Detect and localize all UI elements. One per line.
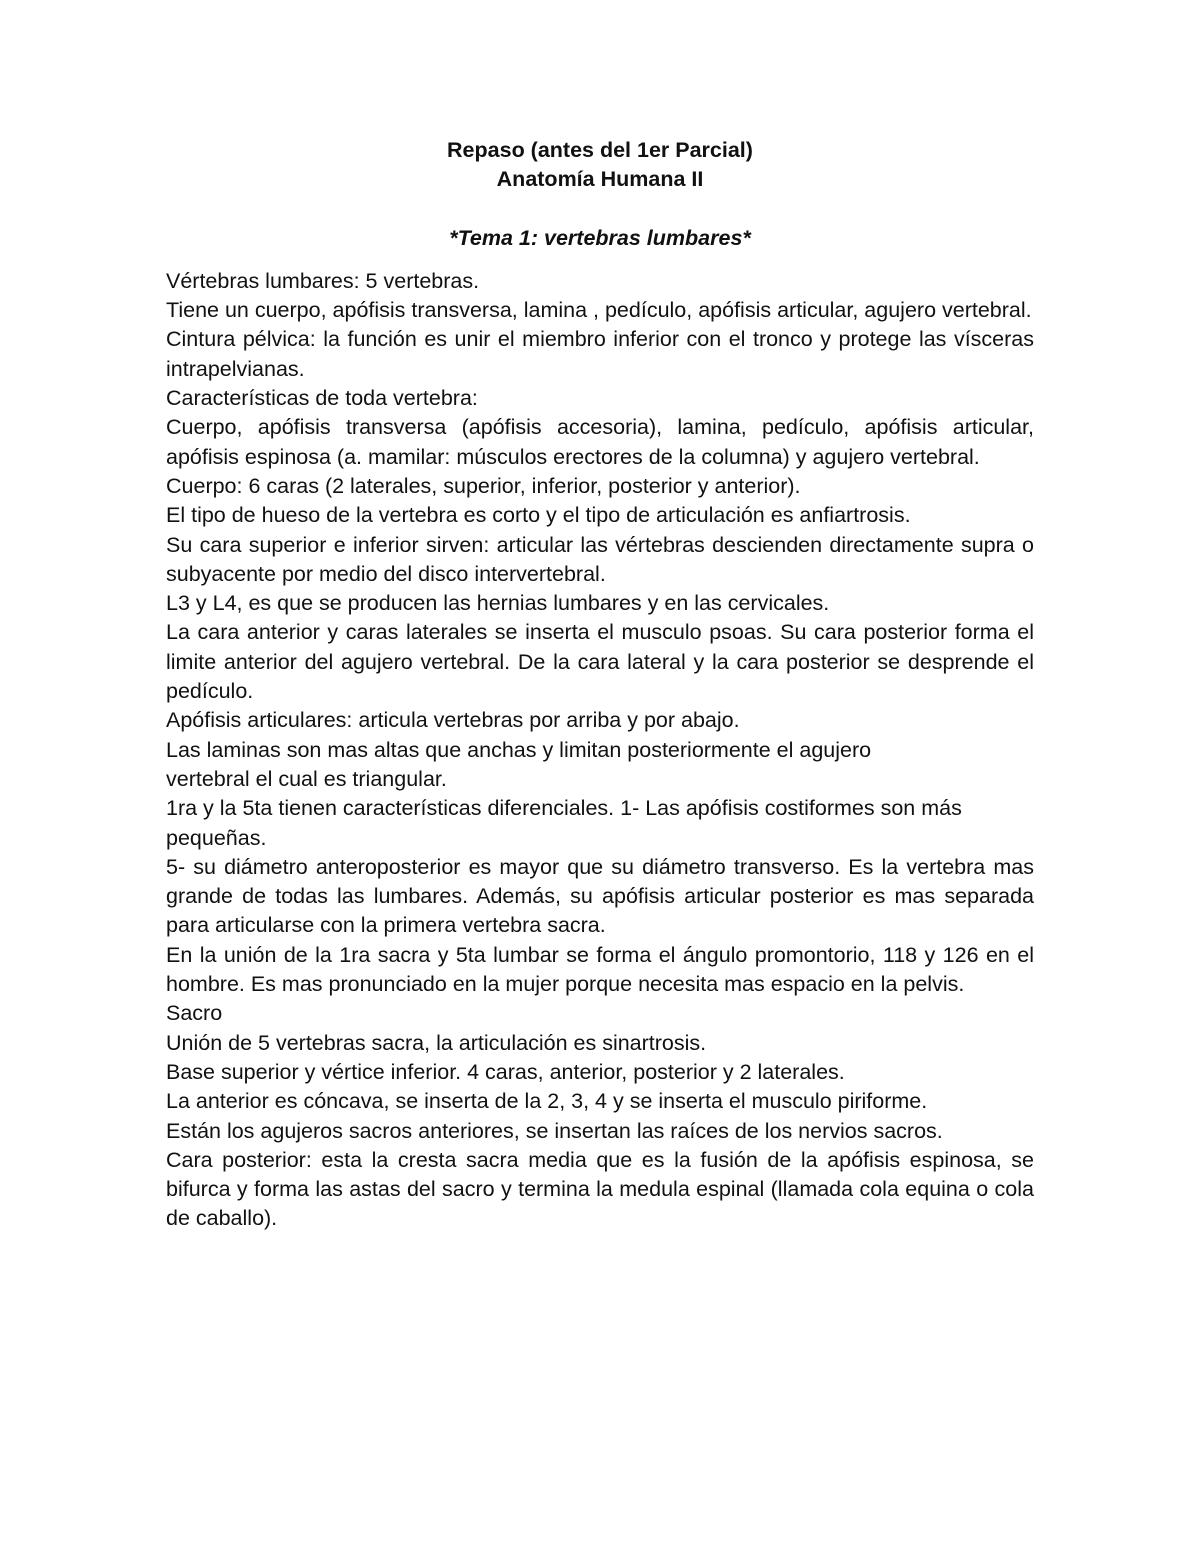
paragraph-sacrum-anterior: La anterior es cóncava, se inserta de la 2, 3, 4 y se inserta el musculo piriforme. [166, 1089, 928, 1114]
paragraph-psoas: La cara anterior y caras laterales se inserta el musculo psoas. Su cara posterior forma el limite anterior del agujero vertebral. De la cara lateral y la cara posterior se desprende el pedículo. [166, 620, 1034, 704]
document-title: Repaso (antes del 1er Parcial) [447, 138, 753, 162]
paragraph-laminae: Las laminas son mas altas que anchas y limitan posteriormente el agujero vertebral el cual es triangular. [166, 737, 872, 791]
paragraph-vertebra-features-heading: Características de toda vertebra: [166, 386, 478, 411]
paragraph-body-faces: Cuerpo: 6 caras (2 laterales, superior, inferior, posterior y anterior). [166, 473, 801, 498]
document-content [166, 136, 1034, 1234]
paragraph-sacrum-faces: Base superior y vértice inferior. 4 caras, anterior, posterior y 2 laterales. [166, 1059, 845, 1084]
paragraph-articular-processes: Apófisis articulares: articula vertebras por arriba y por abajo. [166, 708, 740, 733]
document-subtitle: Anatomía Humana II [496, 167, 704, 192]
document-body [166, 267, 1034, 1234]
paragraph-sacrum-posterior: Cara posterior: esta la cresta sacra media que es la fusión de la apófisis espinosa, se bifurca y forma las astas del sacro y termina la medula espinal (llamada cola equina o cola de caballo). [166, 1147, 1034, 1231]
paragraph-pelvic-girdle: Cintura pélvica: la función es unir el miembro inferior con el tronco y protege las vísceras intrapelvianas. [166, 327, 1034, 381]
paragraph-vertebra-features: Cuerpo, apófisis transversa (apófisis accesoria), lamina, pedículo, apófisis articular, apófisis espinosa (a. mamilar: músculos erectores de la columna) y agujero vertebral. [166, 415, 1034, 469]
paragraph-lumbar-count: Vértebras lumbares: 5 vertebras. [166, 268, 480, 293]
paragraph-promontory: En la unión de la 1ra sacra y 5ta lumbar se forma el ángulo promontorio, 118 y 126 en el hombre. Es mas pronunciado en la mujer porque necesita mas espacio en la pelvis. [166, 942, 1034, 997]
topic-heading: *Tema 1: vertebras lumbares* [449, 225, 751, 250]
paragraph-sacral-foramina: Están los agujeros sacros anteriores, se insertan las raíces de los nervios sacros. [166, 1118, 943, 1143]
paragraph-first-fifth: 1ra y la 5ta tienen características diferenciales. 1- Las apófisis costiformes son más pequeñas. [166, 796, 962, 850]
paragraph-sacrum-heading: Sacro [166, 1001, 223, 1026]
paragraph-fifth-vertebra: 5- su diámetro anteroposterior es mayor que su diámetro transverso. Es la vertebra mas grande de todas las lumbares. Además, su apófisis articular posterior es mas separada para articularse con la primera vertebra sacra. [166, 854, 1034, 938]
paragraph-hernias: L3 y L4, es que se producen las hernias lumbares y en las cervicales. [166, 591, 830, 616]
paragraph-sacrum-union: Unión de 5 vertebras sacra, la articulación es sinartrosis. [166, 1030, 707, 1055]
paragraph-lumbar-parts: Tiene un cuerpo, apófisis transversa, lamina , pedículo, apófisis articular, agujero vertebral. [166, 298, 1032, 323]
paragraph-bone-type: El tipo de hueso de la vertebra es corto y el tipo de articulación es anfiartrosis. [166, 503, 911, 528]
paragraph-superior-inferior-faces: Su cara superior e inferior sirven: articular las vértebras descienden directamente supra o subyacente por medio del disco intervertebral. [166, 532, 1034, 586]
